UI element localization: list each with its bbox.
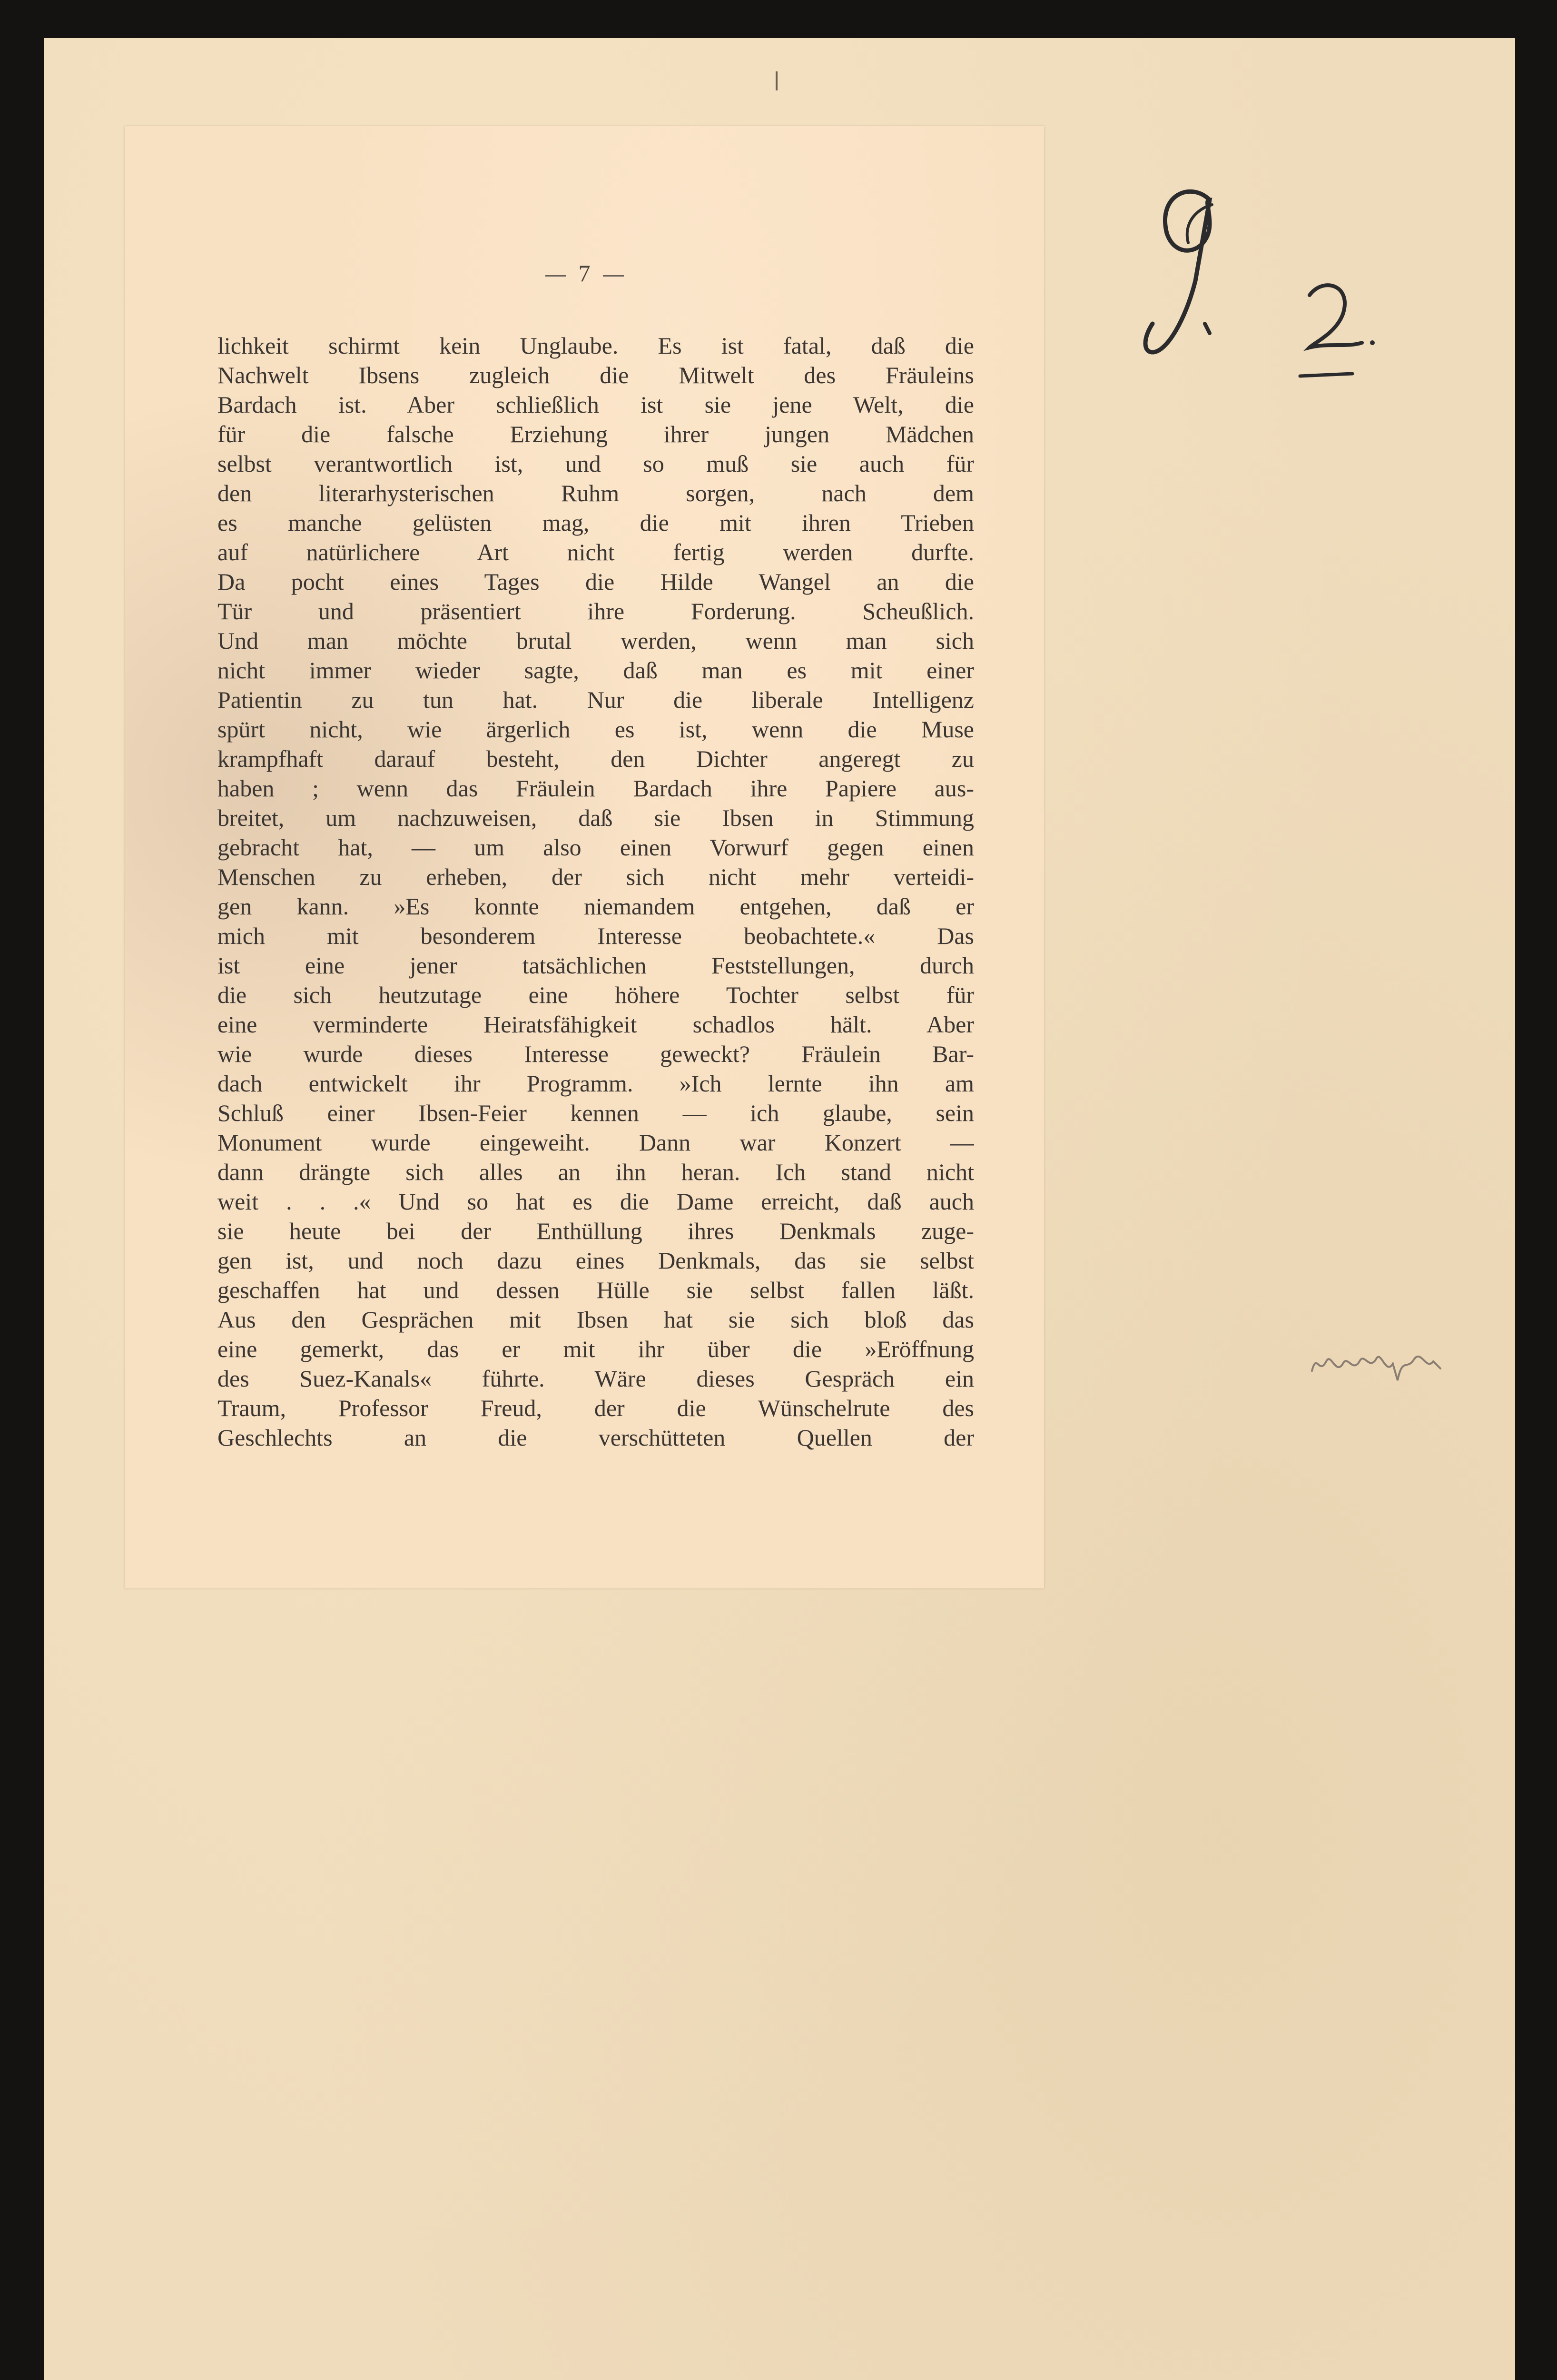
pencil-scribble bbox=[1310, 1342, 1443, 1385]
text-line: krampfhaft darauf besteht, den Dichter angeregt zu bbox=[217, 745, 974, 772]
text-line: eine verminderte Heiratsfähigkeit schadlos hält. Aber bbox=[217, 1011, 974, 1038]
text-line: Geschlechts an die verschütteten Quellen der bbox=[217, 1424, 974, 1451]
text-line: eine gemerkt, das er mit ihr über die »Eröffnung bbox=[217, 1336, 974, 1362]
text-line: lichkeit schirmt kein Unglaube. Es ist fatal, daß die bbox=[217, 332, 974, 359]
text-line: Schluß einer Ibsen-Feier kennen — ich glaube, sein bbox=[217, 1100, 974, 1126]
text-line: nicht immer wieder sagte, daß man es mit einer bbox=[217, 657, 974, 684]
sheet-edge-mark bbox=[776, 71, 778, 90]
text-line: auf natürlichere Art nicht fertig werden durfte. bbox=[217, 539, 974, 565]
text-line: gen ist, und noch dazu eines Denkmals, das sie selbst bbox=[217, 1247, 974, 1274]
text-line: ist eine jener tatsächlichen Feststellungen, durch bbox=[217, 952, 974, 979]
text-line: Traum, Professor Freud, der die Wünschelrute des bbox=[217, 1395, 974, 1421]
text-line: Patientin zu tun hat. Nur die liberale Intelligenz bbox=[217, 686, 974, 713]
text-line: Tür und präsentiert ihre Forderung. Scheußlich. bbox=[217, 598, 974, 625]
page-number-header bbox=[125, 259, 1044, 287]
text-line: wie wurde dieses Interesse geweckt? Fräulein Bar- bbox=[217, 1041, 974, 1067]
page-number: 7 bbox=[578, 260, 591, 287]
text-line: für die falsche Erziehung ihrer jungen Mädchen bbox=[217, 421, 974, 447]
text-line: des Suez-Kanals« führte. Wäre dieses Gespräch ein bbox=[217, 1365, 974, 1392]
text-line: dach entwickelt ihr Programm. »Ich lernte ihn am bbox=[217, 1070, 974, 1097]
text-line: spürt nicht, wie ärgerlich es ist, wenn die Muse bbox=[217, 716, 974, 743]
text-line: Da pocht eines Tages die Hilde Wangel an die bbox=[217, 568, 974, 595]
newspaper-clipping bbox=[125, 126, 1044, 1588]
text-line: mich mit besonderem Interesse beobachtete.« Das bbox=[217, 922, 974, 949]
page-number-dash-right bbox=[603, 275, 624, 277]
text-line: Und man möchte brutal werden, wenn man sich bbox=[217, 627, 974, 654]
text-line: Bardach ist. Aber schließlich ist sie jene Welt, die bbox=[217, 391, 974, 418]
text-line: gen kann. »Es konnte niemandem entgehen, daß er bbox=[217, 893, 974, 920]
page-number-dash-left bbox=[545, 275, 566, 277]
mounting-sheet bbox=[44, 38, 1515, 2380]
text-line: Monument wurde eingeweiht. Dann war Konzert — bbox=[217, 1129, 974, 1156]
text-line: breitet, um nachzuweisen, daß sie Ibsen in Stimmung bbox=[217, 804, 974, 831]
text-line: dann drängte sich alles an ihn heran. Ich stand nicht bbox=[217, 1159, 974, 1185]
text-line: gebracht hat, — um also einen Vorwurf gegen einen bbox=[217, 834, 974, 861]
text-line: sie heute bei der Enthüllung ihres Denkmals zuge- bbox=[217, 1218, 974, 1244]
article-text bbox=[217, 331, 974, 1452]
text-line: Nachwelt Ibsens zugleich die Mitwelt des Fräuleins bbox=[217, 362, 974, 388]
text-line: Menschen zu erheben, der sich nicht mehr verteidi- bbox=[217, 863, 974, 890]
text-line: weit . . .« Und so hat es die Dame erreicht, daß auch bbox=[217, 1188, 974, 1215]
handwritten-numeral-nine bbox=[1138, 181, 1224, 362]
text-line: Aus den Gesprächen mit Ibsen hat sie sich bloß das bbox=[217, 1306, 974, 1333]
handwritten-numeral-two bbox=[1291, 276, 1381, 386]
text-line: geschaffen hat und dessen Hülle sie selbst fallen läßt. bbox=[217, 1277, 974, 1303]
text-line: den literarhysterischen Ruhm sorgen, nach dem bbox=[217, 480, 974, 506]
text-line: die sich heutzutage eine höhere Tochter selbst für bbox=[217, 982, 974, 1008]
text-line: es manche gelüsten mag, die mit ihren Trieben bbox=[217, 509, 974, 536]
text-line: haben ; wenn das Fräulein Bardach ihre Papiere aus- bbox=[217, 775, 974, 802]
text-line: selbst verantwortlich ist, und so muß sie auch für bbox=[217, 450, 974, 477]
